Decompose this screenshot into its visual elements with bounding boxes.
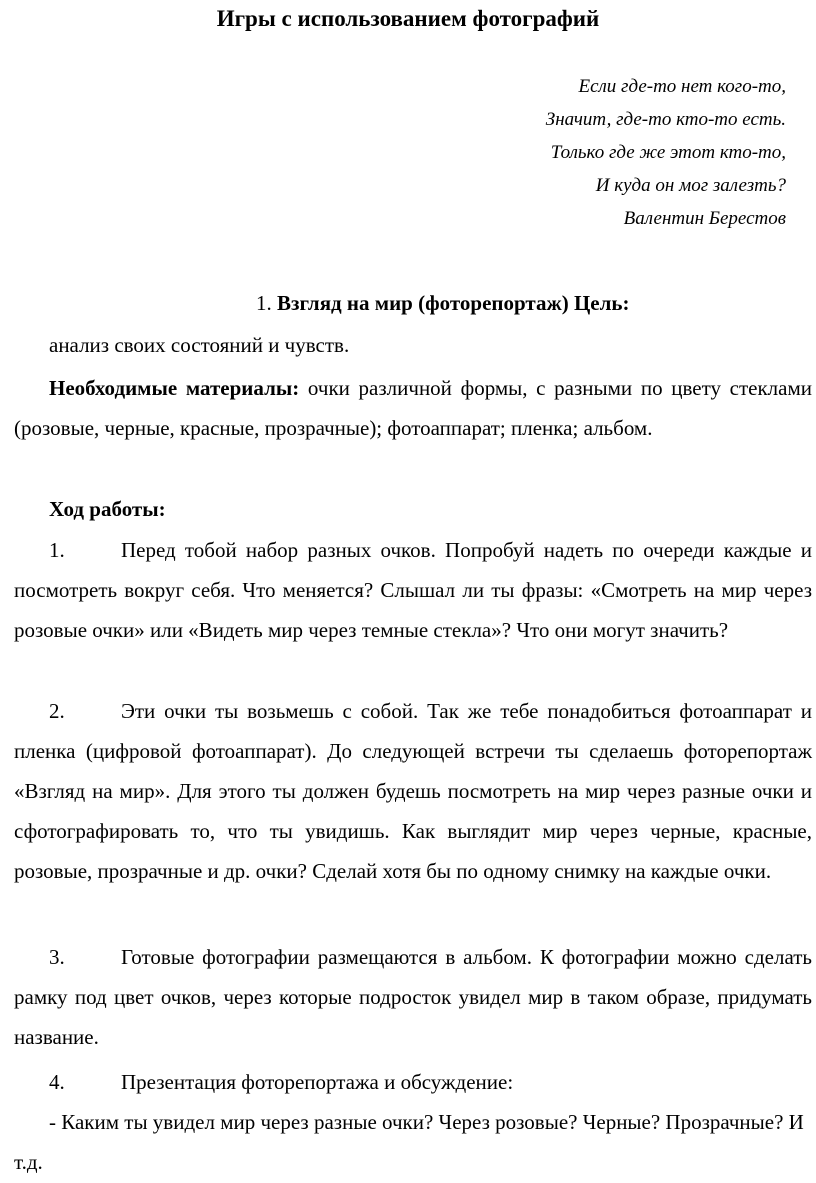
question-text: - Каким ты увидел мир через разные очки? Через розовые? Черные? Прозрачные? И т.д.	[14, 1110, 804, 1174]
list-item-text: Готовые фотографии размещаются в альбом. К фотографии можно сделать рамку под цвет очков, через которые подросток увидел мир в таком образе, придумать название.	[14, 945, 812, 1049]
epigraph-author: Валентин Берестов	[623, 208, 786, 229]
list-item-number: 1.	[49, 538, 65, 562]
list-item	[14, 937, 812, 1057]
materials-text: очки различной формы, с разными по цвету стеклами (розовые, черные, красные, прозрачные); фотоаппарат; пленка; альбом.	[14, 376, 812, 440]
materials-paragraph	[14, 368, 812, 448]
epigraph	[286, 70, 786, 235]
section-number: 1.	[256, 291, 272, 315]
materials-label: Необходимые материалы:	[49, 376, 300, 400]
page-title: Игры с использованием фотографий	[216, 6, 600, 31]
goal-text: анализ своих состояний и чувств.	[49, 333, 350, 357]
list-item-number: 4.	[49, 1070, 65, 1094]
steps-heading: Ход работы:	[49, 497, 166, 521]
list-item	[14, 530, 812, 650]
list-item-text: Эти очки ты возьмешь с собой. Так же тебе понадобиться фотоаппарат и пленка (цифровой фотоаппарат). До следующей встречи ты сделаешь фоторепортаж «Взгляд на мир». Для этого ты должен будешь посмотреть на мир через разные очки и сфотографировать то, что ты увидишь. Как выглядит мир через черные, красные, розовые, прозрачные и др. очки? Сделай хотя бы по одному снимку на каждые очки.	[14, 699, 812, 883]
list-item-number: 2.	[49, 699, 65, 723]
list-item	[14, 1062, 812, 1102]
section-title: Взгляд на мир (фоторепортаж) Цель:	[277, 291, 630, 315]
epigraph-line: Значит, где-то кто-то есть.	[545, 109, 786, 130]
list-item-text: Перед тобой набор разных очков. Попробуй надеть по очереди каждые и посмотреть вокруг себя. Что меняется? Слышал ли ты фразы: «Смотреть на мир через розовые очки» или «Видеть мир через темные стекла»? Что они могут значить?	[14, 538, 812, 642]
section-heading	[256, 288, 629, 318]
epigraph-line: И куда он мог залезть?	[595, 175, 786, 196]
question-paragraph	[14, 1102, 812, 1182]
list-item-text: Презентация фоторепортажа и обсуждение:	[121, 1070, 514, 1094]
epigraph-line: Только где же этот кто-то,	[550, 142, 786, 163]
epigraph-line: Если где-то нет кого-то,	[578, 76, 786, 97]
list-item	[14, 691, 812, 891]
list-item-number: 3.	[49, 945, 65, 969]
